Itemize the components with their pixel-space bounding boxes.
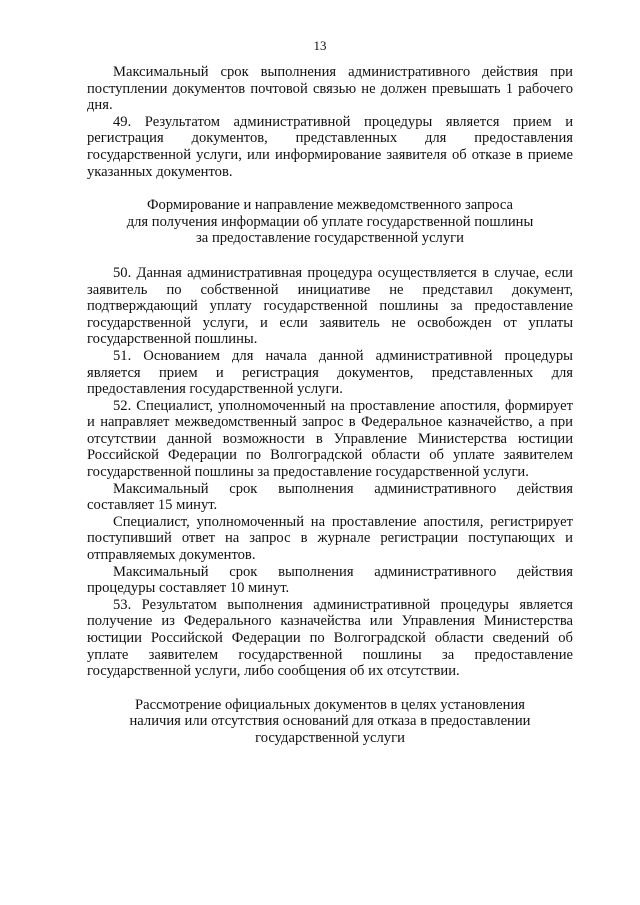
heading-line: государственной услуги: [255, 729, 405, 746]
heading-line: Формирование и направление межведомственного запроса: [147, 197, 513, 214]
section-heading-document-review: [87, 697, 573, 747]
paragraph-max-time-10: Максимальный срок выполнения административного действия процедуры составляет 10 минут.: [87, 563, 573, 597]
heading-line: Рассмотрение официальных документов в целях установления: [135, 696, 525, 713]
heading-line: для получения информации об уплате государственной пошлины: [126, 213, 534, 230]
heading-line: наличия или отсутствия оснований для отказа в предоставлении: [129, 713, 531, 730]
heading-line: за предоставление государственной услуги: [196, 230, 464, 247]
paragraph-specialist-registers: Специалист, уполномоченный на проставление апостиля, регистрирует поступивший ответ на запрос в журнале регистрации поступающих и отправляемых документов.: [87, 513, 573, 564]
paragraph-50: 50. Данная административная процедура осуществляется в случае, если заявитель по собственной инициативе не представил документ, подтверждающий уплату государственной пошлины за предоставление государственной услуги, и если заявитель не освобожден от уплаты государственной пошлины.: [87, 264, 573, 348]
document-body: [87, 64, 573, 747]
section-heading-interagency-request: [87, 197, 573, 247]
paragraph-max-time-15: Максимальный срок выполнения административного действия составляет 15 минут.: [87, 480, 573, 514]
paragraph-max-time-postal: Максимальный срок выполнения административного действия при поступлении документов почтовой связью не должен превышать 1 рабочего дня.: [87, 64, 573, 114]
paragraph-49: 49. Результатом административной процедуры является прием и регистрация документов, представленных для предоставления государственной услуги, или информирование заявителя об отказе в приеме указанных документов.: [87, 113, 573, 180]
paragraph-52: 52. Специалист, уполномоченный на проставление апостиля, формирует и направляет межведомственный запрос в Федеральное казначейство, а при отсутствии данной возможности в Управление Министерства юстиции Российской Федерации по Волгоградской области об уплате заявителем государственной пошлины за предоставление государственной услуги.: [87, 397, 573, 481]
paragraph-53: 53. Результатом выполнения административной процедуры является получение из Федерального казначейства или Управления Министерства юстиции Российской Федерации по Волгоградской области сведений об уплате заявителем государственной пошлины за предоставление государственной услуги, либо сообщения об их отсутствии.: [87, 596, 573, 680]
page-number: 13: [313, 38, 327, 53]
paragraph-51: 51. Основанием для начала данной административной процедуры является прием и регистрация документов, представленных для предоставления государственной услуги.: [87, 347, 573, 398]
